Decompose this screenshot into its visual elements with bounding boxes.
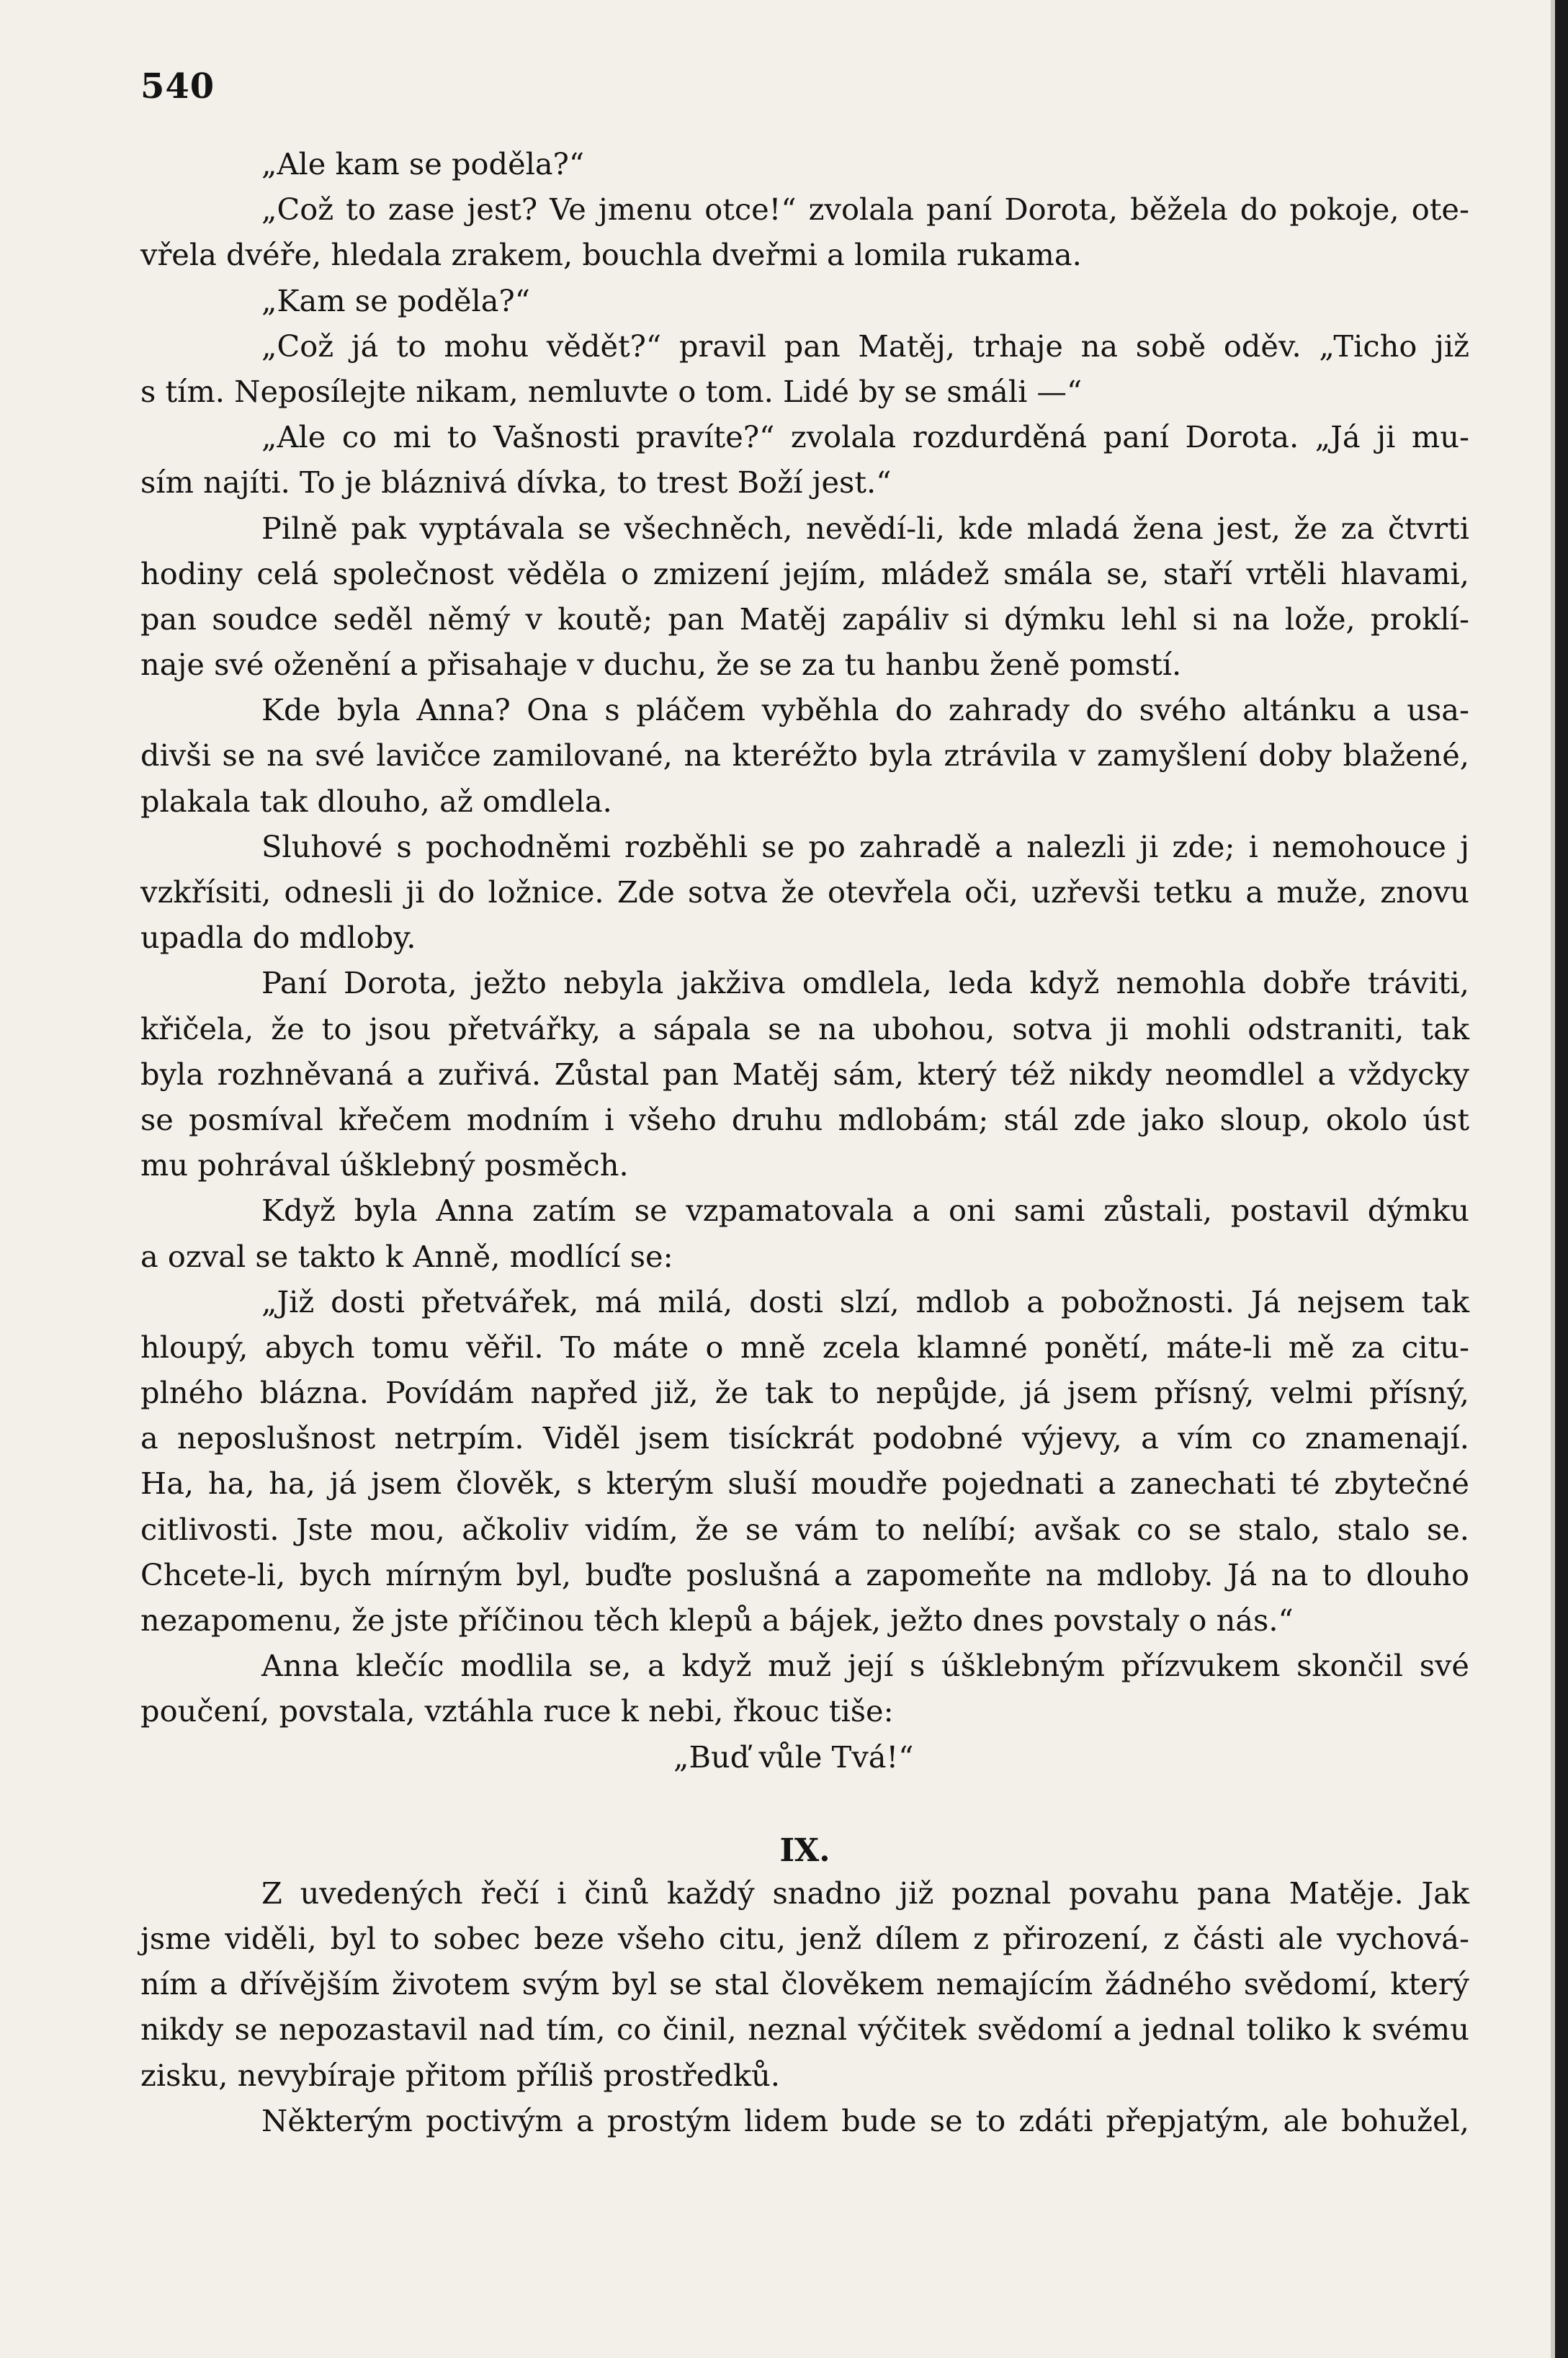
text-line: plného blázna. Povídám napřed již, že tak to nepůjde, já jsem přísný, velmi přísný, (140, 1375, 1469, 1411)
text-line: „Což to zase jest? Ve jmenu otce!“ zvolala paní Dorota, běžela do pokoje, ote- (261, 192, 1469, 228)
text-line: hodiny celá společnost věděla o zmizení jejím, mládež smála se, staří vrtěli hlavami, (140, 555, 1469, 591)
text-line: s tím. Neposílejte nikam, nemluvte o tom. Lidé by se smáli —“ (140, 373, 1083, 409)
text-line: Anna klečíc modlila se, a když muž její s úšklebným přízvukem skončil své (261, 1648, 1469, 1684)
text-section-after-chapter (140, 1870, 1469, 2143)
text-line: a ozval se takto k Anně, modlící se: (140, 1238, 673, 1274)
text-line: zisku, nevybíraje přitom příliš prostředků. (140, 2057, 780, 2093)
text-line: a neposlušnost netrpím. Viděl jsem tisíckrát podobné výjevy, a vím co znamenají. (140, 1420, 1469, 1456)
text-line: byla rozhněvaná a zuřivá. Zůstal pan Matěj sám, který též nikdy neomdlel a vždycky (140, 1056, 1469, 1092)
text-line: Když byla Anna zatím se vzpamatovala a oni sami zůstali, postavil dýmku (261, 1193, 1469, 1229)
text-line: Chcete-li, bych mírným byl, buďte poslušná a zapomeňte na mdloby. Já na to dlouho (140, 1556, 1469, 1592)
text-line: „Což já to mohu vědět?“ pravil pan Matěj, trhaje na sobě oděv. „Ticho již (261, 328, 1469, 364)
text-line: vřela dvéře, hledala zrakem, bouchla dveřmi a lomila rukama. (140, 237, 1082, 273)
text-line: Kde byla Anna? Ona s pláčem vyběhla do zahrady do svého altánku a usa- (261, 692, 1469, 728)
text-line: se posmíval křečem modním i všeho druhu mdlobám; stál zde jako sloup, okolo úst (140, 1101, 1469, 1137)
text-line: Paní Dorota, ježto nebyla jakživa omdlela, leda když nemohla dobře tráviti, (261, 965, 1469, 1001)
page-body (140, 141, 1469, 2143)
text-line: Ha, ha, ha, já jsem člověk, s kterým sluší moudře pojednati a zanechati té zbytečné (140, 1466, 1469, 1502)
text-section-before-chapter (140, 141, 1469, 1780)
text-line: jsme viděli, byl to sobec beze všeho citu, jenž dílem z přirození, z části ale vychová- (140, 1920, 1469, 1956)
text-line: divši se na své lavičce zamilované, na kteréžto byla ztrávila v zamyšlení doby blažené, (140, 738, 1469, 774)
text-line: Z uvedených řečí i činů každý snadno již poznal povahu pana Matěje. Jak (261, 1875, 1469, 1911)
text-line: citlivosti. Jste mou, ačkoliv vidím, že se vám to nelíbí; avšak co se stalo, stalo se. (140, 1511, 1469, 1547)
text-line: ním a dřívějším životem svým byl se stal člověkem nemajícím žádného svědomí, který (140, 1966, 1469, 2002)
text-line: plakala tak dlouho, až omdlela. (140, 783, 612, 819)
text-line: sím najíti. To je bláznivá dívka, to trest Boží jest.“ (140, 465, 892, 501)
text-line: Některým poctivým a prostým lidem bude se to zdáti přepjatým, ale bohužel, (261, 2102, 1469, 2138)
page-number: 540 (140, 66, 215, 107)
text-line: křičela, že to jsou přetvářky, a sápala se na ubohou, sotva ji mohli odstraniti, tak (140, 1010, 1469, 1046)
text-line: „Již dosti přetvářek, má milá, dosti slzí, mdlob a pobožnosti. Já nejsem tak (261, 1283, 1469, 1319)
scan-border (1555, 0, 1568, 2358)
text-line: poučení, povstala, vztáhla ruce k nebi, řkouc tiše: (140, 1693, 894, 1729)
text-line: „Buď vůle Tvá!“ (673, 1739, 914, 1775)
text-line: naje své oženění a přisahaje v duchu, že se za tu hanbu ženě pomstí. (140, 647, 1182, 683)
text-line: „Ale kam se poděla?“ (261, 146, 585, 181)
text-line: „Kam se poděla?“ (261, 282, 530, 318)
text-line: pan soudce seděl němý v koutě; pan Matěj zapáliv si dýmku lehl si na lože, proklí- (140, 601, 1469, 637)
text-line: nezapomenu, že jste příčinou těch klepů a bájek, ježto dnes povstaly o nás.“ (140, 1602, 1294, 1638)
text-line: hloupý, abych tomu věřil. To máte o mně zcela klamné ponětí, máte-li mě za citu- (140, 1329, 1469, 1365)
text-line: Pilně pak vyptávala se všechněch, nevědí-li, kde mladá žena jest, že za čtvrti (261, 510, 1469, 546)
chapter-heading: IX. (779, 1832, 830, 1869)
text-line: Sluhové s pochodněmi rozběhli se po zahradě a nalezli ji zde; i nemohouce j (261, 828, 1469, 864)
text-line: „Ale co mi to Vašnosti pravíte?“ zvolala rozdurděná paní Dorota. „Já ji mu- (261, 419, 1469, 455)
text-line: vzkřísiti, odnesli ji do ložnice. Zde sotva že otevřela oči, uzřevši tetku a muže, znovu (140, 874, 1469, 910)
text-line: mu pohrával úšklebný posměch. (140, 1147, 629, 1183)
text-line: nikdy se nepozastavil nad tím, co činil, neznal výčitek svědomí a jednal toliko k svému (140, 2012, 1469, 2048)
text-line: upadla do mdloby. (140, 920, 416, 956)
